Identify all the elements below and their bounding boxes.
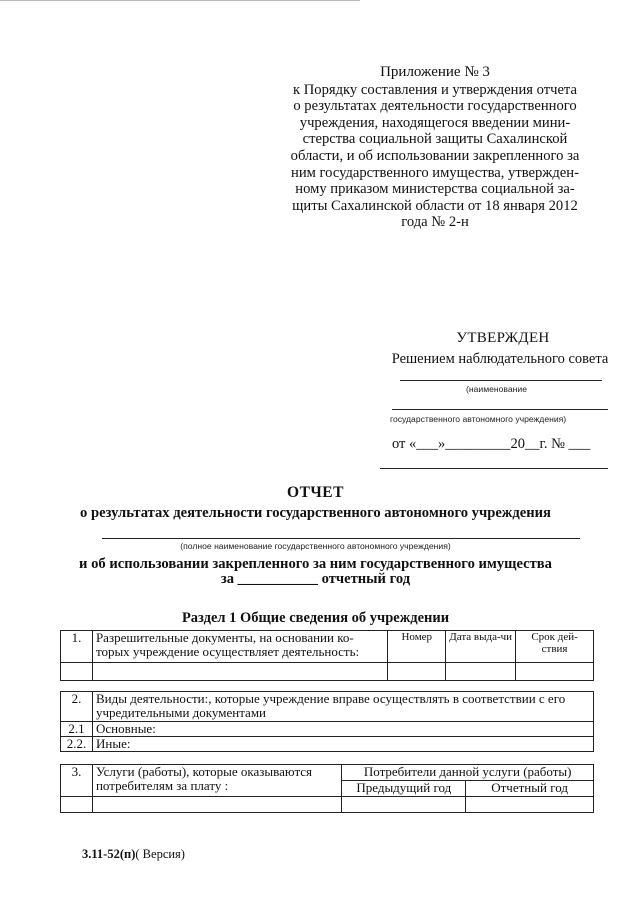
table-cell xyxy=(466,797,594,813)
table3-desc: Услуги (работы), которые оказываются потребителям за плату : xyxy=(92,765,341,797)
table-cell xyxy=(61,663,93,681)
report-title: ОТЧЕТ xyxy=(287,484,344,501)
appendix-line: ному приказом министерства социальной за- xyxy=(295,181,575,198)
name-underline-1 xyxy=(400,380,602,381)
table3-prev-year: Предыдущий год xyxy=(342,781,466,797)
table1-col-term: Срок дей-ствия xyxy=(516,631,594,663)
services-table xyxy=(60,764,594,813)
table-cell xyxy=(61,797,93,813)
table1-desc: Разрешительные документы, на основании ко-торых учреждение осуществляет деятельность: xyxy=(92,631,387,663)
approved-subtitle: Решением наблюдательного совета xyxy=(391,351,609,367)
table2-row2-label: Иные: xyxy=(92,737,593,752)
table-cell xyxy=(446,663,516,681)
table2-row2-num: 2.2. xyxy=(61,737,93,752)
appendix-line: о результатах деятельности государственного xyxy=(293,98,577,115)
institution-caption: (полное наименование государственного автономного учреждения) xyxy=(180,541,451,551)
appendix-line: стерства социальной защиты Сахалинской xyxy=(302,131,568,148)
report-line-property: и об использовании закрепленного за ним государственного имущества xyxy=(79,556,552,572)
report-line-year: за ___________ отчетный год xyxy=(220,571,411,587)
appendix-line: ним государственного имущества, утвержден- xyxy=(291,164,579,181)
appendix-line: к Порядку составления и утверждения отчета xyxy=(293,81,577,98)
approved-block xyxy=(380,330,620,368)
footer-code: 3.11-52(п) xyxy=(82,847,136,861)
table3-consumers: Потребители данной услуги (работы) xyxy=(342,765,594,781)
table-cell xyxy=(92,663,387,681)
table3-num: 3. xyxy=(61,765,93,797)
footer-version xyxy=(82,847,185,862)
activities-table xyxy=(60,691,594,752)
table1-col-date: Дата выда-чи xyxy=(446,631,516,663)
table2-row1-label: Основные: xyxy=(92,722,593,737)
name-underline-2 xyxy=(392,409,608,410)
table1-num: 1. xyxy=(61,631,93,663)
appendix-line: года № 2-н xyxy=(401,214,469,231)
table2-row1-num: 2.1 xyxy=(61,722,93,737)
table1-col-number: Номер xyxy=(388,631,446,663)
table3-report-year: Отчетный год xyxy=(466,781,594,797)
top-edge-line xyxy=(0,0,360,1)
institution-underline xyxy=(102,538,580,539)
approved-title: УТВЕРЖДЕН xyxy=(456,330,550,346)
table-cell xyxy=(388,663,446,681)
footer-version-label: ( Версия) xyxy=(135,847,185,861)
table-cell xyxy=(92,797,341,813)
section-title: Раздел 1 Общие сведения об учреждении xyxy=(181,610,450,626)
table-cell xyxy=(516,663,594,681)
appendix-line: области, и об использовании закрепленного за xyxy=(290,147,580,164)
table2-desc: Виды деятельности:, которые учреждение вправе осуществлять в соответствии с его учредительными документами xyxy=(92,692,593,722)
permits-table xyxy=(60,630,594,681)
report-subtitle: о результатах деятельности государственного автономного учреждения xyxy=(80,505,551,521)
approval-date-line: от «___»_________20__г. № ___ xyxy=(392,436,591,452)
table2-num: 2. xyxy=(61,692,93,722)
appendix-title: Приложение № 3 xyxy=(380,64,490,80)
name-caption-2: государственного автономного учреждения) xyxy=(390,414,567,424)
appendix-line: щиты Сахалинской области от 18 января 2012 xyxy=(292,197,578,214)
appendix-block xyxy=(270,64,600,231)
table-cell xyxy=(342,797,466,813)
approval-underline xyxy=(380,468,608,469)
appendix-line: учреждения, находящегося введении мини- xyxy=(299,114,571,131)
name-caption-1: (наименование xyxy=(466,384,527,394)
